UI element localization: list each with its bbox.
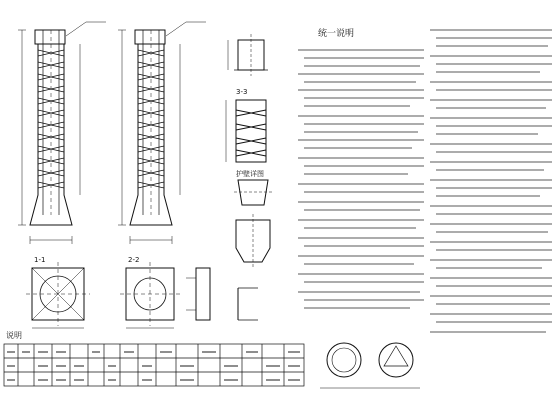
notes-title: 统一说明 <box>318 29 355 39</box>
detail-label-3: 3-3 <box>236 88 248 96</box>
detail-label-1: 1-1 <box>34 256 46 264</box>
wall-detail-label: 护壁详图 <box>236 170 264 178</box>
detail-label-2: 2-2 <box>128 256 140 264</box>
table-title: 说明 <box>6 331 22 340</box>
